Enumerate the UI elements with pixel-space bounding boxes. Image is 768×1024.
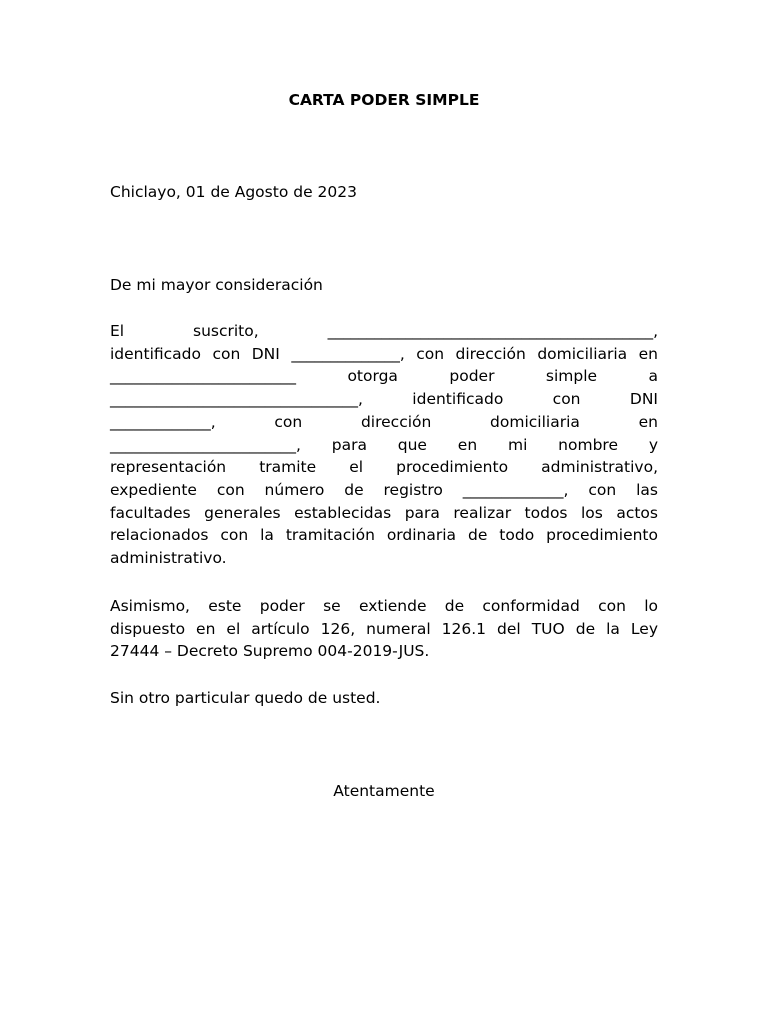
body-line: ________________________, para que en mi nombre y	[110, 435, 658, 454]
closing-line: Sin otro particular quedo de usted.	[110, 689, 381, 707]
body-paragraph	[110, 320, 658, 570]
body-line: expediente con número de registro _____________, con las	[110, 480, 658, 499]
body-line: relacionados con la tramitación ordinaria de todo procedimiento	[110, 526, 658, 545]
body-line: _____________, con dirección domiciliaria en	[110, 412, 658, 431]
body-line: El suscrito, __________________________________________,	[110, 322, 658, 340]
date-line: Chiclayo, 01 de Agosto de 2023	[110, 183, 357, 201]
body-line: ________________________________, identificado con DNI	[110, 390, 658, 409]
legal-line: Asimismo, este poder se extiende de conformidad con lo	[110, 597, 658, 615]
body-line: identificado con DNI ______________, con dirección domiciliaria en	[110, 344, 658, 363]
legal-line: 27444 – Decreto Supremo 004-2019-JUS.	[110, 642, 430, 661]
body-line: representación tramite el procedimiento administrativo,	[110, 458, 658, 477]
signoff: Atentamente	[333, 782, 435, 800]
greeting: De mi mayor consideración	[110, 276, 323, 294]
body-line: ________________________ otorga poder simple a	[110, 367, 658, 386]
document-title: CARTA PODER SIMPLE	[288, 91, 480, 109]
legal-line: dispuesto en el artículo 126, numeral 126.1 del TUO de la Ley	[110, 619, 658, 638]
body-line: facultades generales establecidas para realizar todos los actos	[110, 503, 658, 522]
legal-basis-paragraph	[110, 595, 658, 663]
body-line: administrativo.	[110, 549, 227, 568]
